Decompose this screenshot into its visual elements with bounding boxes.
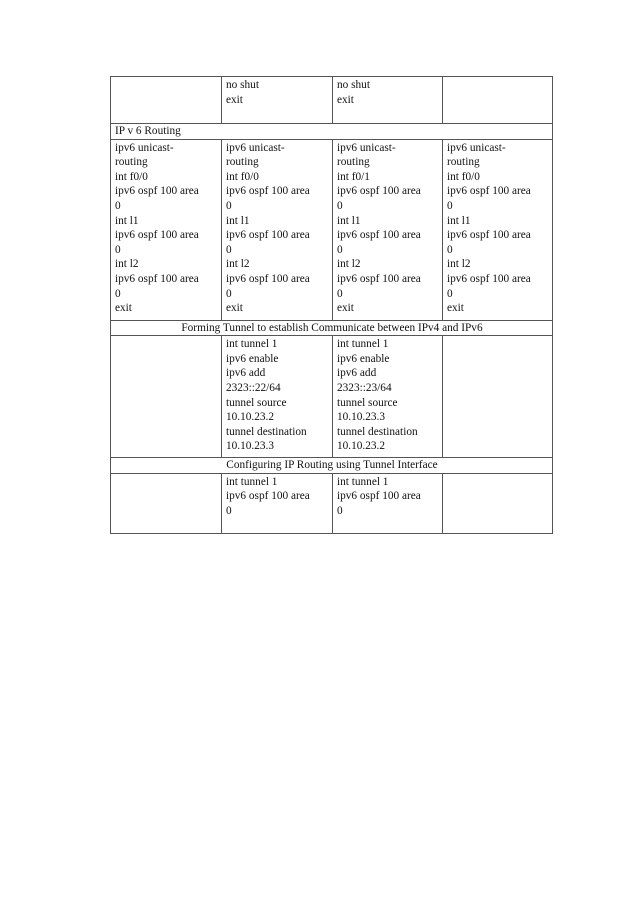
table-cell: int tunnel 1 ipv6 enable ipv6 add 2323::23/64 tunnel source 10.10.23.3 tunnel destination 10.10.23.2 xyxy=(333,336,443,458)
section-heading-tunnel-routing: Configuring IP Routing using Tunnel Interface xyxy=(111,458,553,474)
router-config-table xyxy=(110,76,553,534)
table-cell: ipv6 unicast- routing int f0/0 ipv6 ospf 100 area 0 int l1 ipv6 ospf 100 area 0 int l2 ipv6 ospf 100 area 0 exit xyxy=(111,139,222,320)
table-cell xyxy=(111,473,222,533)
table-cell: ipv6 unicast- routing int f0/0 ipv6 ospf 100 area 0 int l1 ipv6 ospf 100 area 0 int l2 ipv6 ospf 100 area 0 exit xyxy=(443,139,553,320)
section-row-tunnel xyxy=(111,320,553,336)
table-cell: no shut exit xyxy=(333,77,443,124)
table-cell: ipv6 unicast- routing int f0/1 ipv6 ospf 100 area 0 int l1 ipv6 ospf 100 area 0 int l2 ipv6 ospf 100 area 0 exit xyxy=(333,139,443,320)
section-row-tunnel-routing xyxy=(111,458,553,474)
table-cell xyxy=(443,473,553,533)
table-cell: int tunnel 1 ipv6 ospf 100 area 0 xyxy=(333,473,443,533)
table-cell xyxy=(111,336,222,458)
table-row-ipv6-routing xyxy=(111,139,553,320)
table-cell: no shut exit xyxy=(222,77,333,124)
table-row-tunnel xyxy=(111,336,553,458)
table-row-tunnel-routing xyxy=(111,473,553,533)
table-cell xyxy=(111,77,222,124)
table-cell: ipv6 unicast- routing int f0/0 ipv6 ospf 100 area 0 int l1 ipv6 ospf 100 area 0 int l2 ipv6 ospf 100 area 0 exit xyxy=(222,139,333,320)
table-row-no-shut xyxy=(111,77,553,124)
table-cell: int tunnel 1 ipv6 ospf 100 area 0 xyxy=(222,473,333,533)
section-heading-tunnel: Forming Tunnel to establish Communicate between IPv4 and IPv6 xyxy=(111,320,553,336)
section-heading-ipv6-routing: IP v 6 Routing xyxy=(111,124,553,140)
table-cell xyxy=(443,336,553,458)
table-cell: int tunnel 1 ipv6 enable ipv6 add 2323::22/64 tunnel source 10.10.23.2 tunnel destination 10.10.23.3 xyxy=(222,336,333,458)
section-row-ipv6-routing xyxy=(111,124,553,140)
table-cell xyxy=(443,77,553,124)
